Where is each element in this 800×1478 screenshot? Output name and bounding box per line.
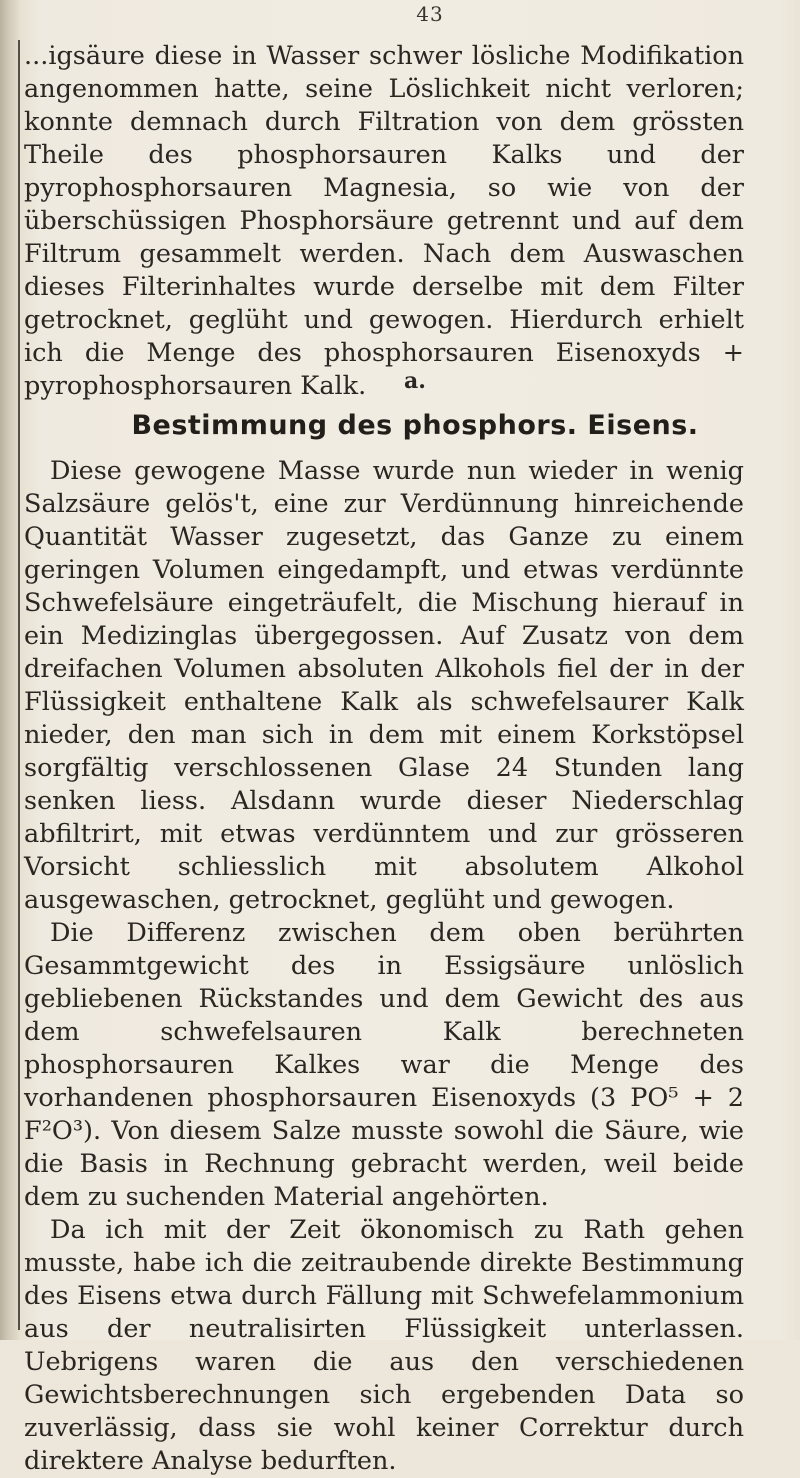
section-heading: Bestimmung des phosphors. Eisens. <box>131 410 699 441</box>
page-number: 43 <box>416 2 444 26</box>
page-gutter <box>0 0 20 1340</box>
section-body <box>24 455 744 1478</box>
paragraph-4: Da ich mit der Zeit ökonomisch zu Rath gehen musste, habe ich die zeitraubende direkte Bestimmung des Eisens etwa durch Fällung mit Schwefelammonium aus der neutralisirten Flüssigkeit unterlassen. Uebrigens waren die aus den verschiedenen Gewichtsberechnungen sich ergebenden Data so zuverlässig, dass sie wohl keiner Correktur durch direktere Analyse bedurften. <box>24 1215 744 1476</box>
paragraph-3: Die Differenz zwischen dem oben berührten Gesammtgewicht des in Essigsäure unlöslich gebliebenen Rückstandes und dem Gewicht des aus dem schwefelsauren Kalk berechneten phosphorsauren Kalkes war die Menge des vorhandenen phosphorsauren Eisenoxyds (3 PO⁵ + 2 F²O³). Von diesem Salze musste sowohl die Säure, wie die Basis in Rechnung gebracht werden, weil beide dem zu suchenden Material angehörten. <box>24 918 744 1212</box>
paragraph-2: Diese gewogene Masse wurde nun wieder in wenig Salzsäure gelös't, eine zur Verdünnung hinreichende Quantität Wasser zugesetzt, das Ganze zu einem geringen Volumen eingedampft, und etwas verdünnte Schwefelsäure eingeträufelt, die Mischung hierauf in ein Medizinglas übergegossen. Auf Zusatz von dem dreifachen Volumen absoluten Alkohols fiel der in der Flüssigkeit enthaltene Kalk als schwefelsaurer Kalk nieder, den man sich in dem mit einem Korkstöpsel sorgfältig verschlossenen Glase 24 Stunden lang senken liess. Alsdann wurde dieser Niederschlag abfiltrirt, mit etwas verdünntem und zur grösseren Vorsicht schliesslich mit absolutem Alkohol ausgewaschen, getrocknet, geglüht und gewogen. <box>24 456 744 915</box>
section-number: a. <box>404 368 426 394</box>
paragraph-1: ...igsäure diese in Wasser schwer lösliche Modifikation angenommen hatte, seine Löslichkeit nicht verloren; konnte demnach durch Filtration von dem grössten Theile des phosphorsauren Kalks und der pyrophosphorsauren Magnesia, so wie von der überschüssigen Phosphorsäure getrennt und auf dem Filtrum gesammelt werden. Nach dem Auswaschen dieses Filterinhaltes wurde derselbe mit dem Filter getrocknet, geglüht und gewogen. Hierdurch erhielt ich die Menge des phosphorsauren Eisenoxyds + pyrophosphorsauren Kalk. <box>24 41 744 401</box>
paragraph-continued <box>24 40 744 403</box>
binding-edge <box>18 40 20 1330</box>
